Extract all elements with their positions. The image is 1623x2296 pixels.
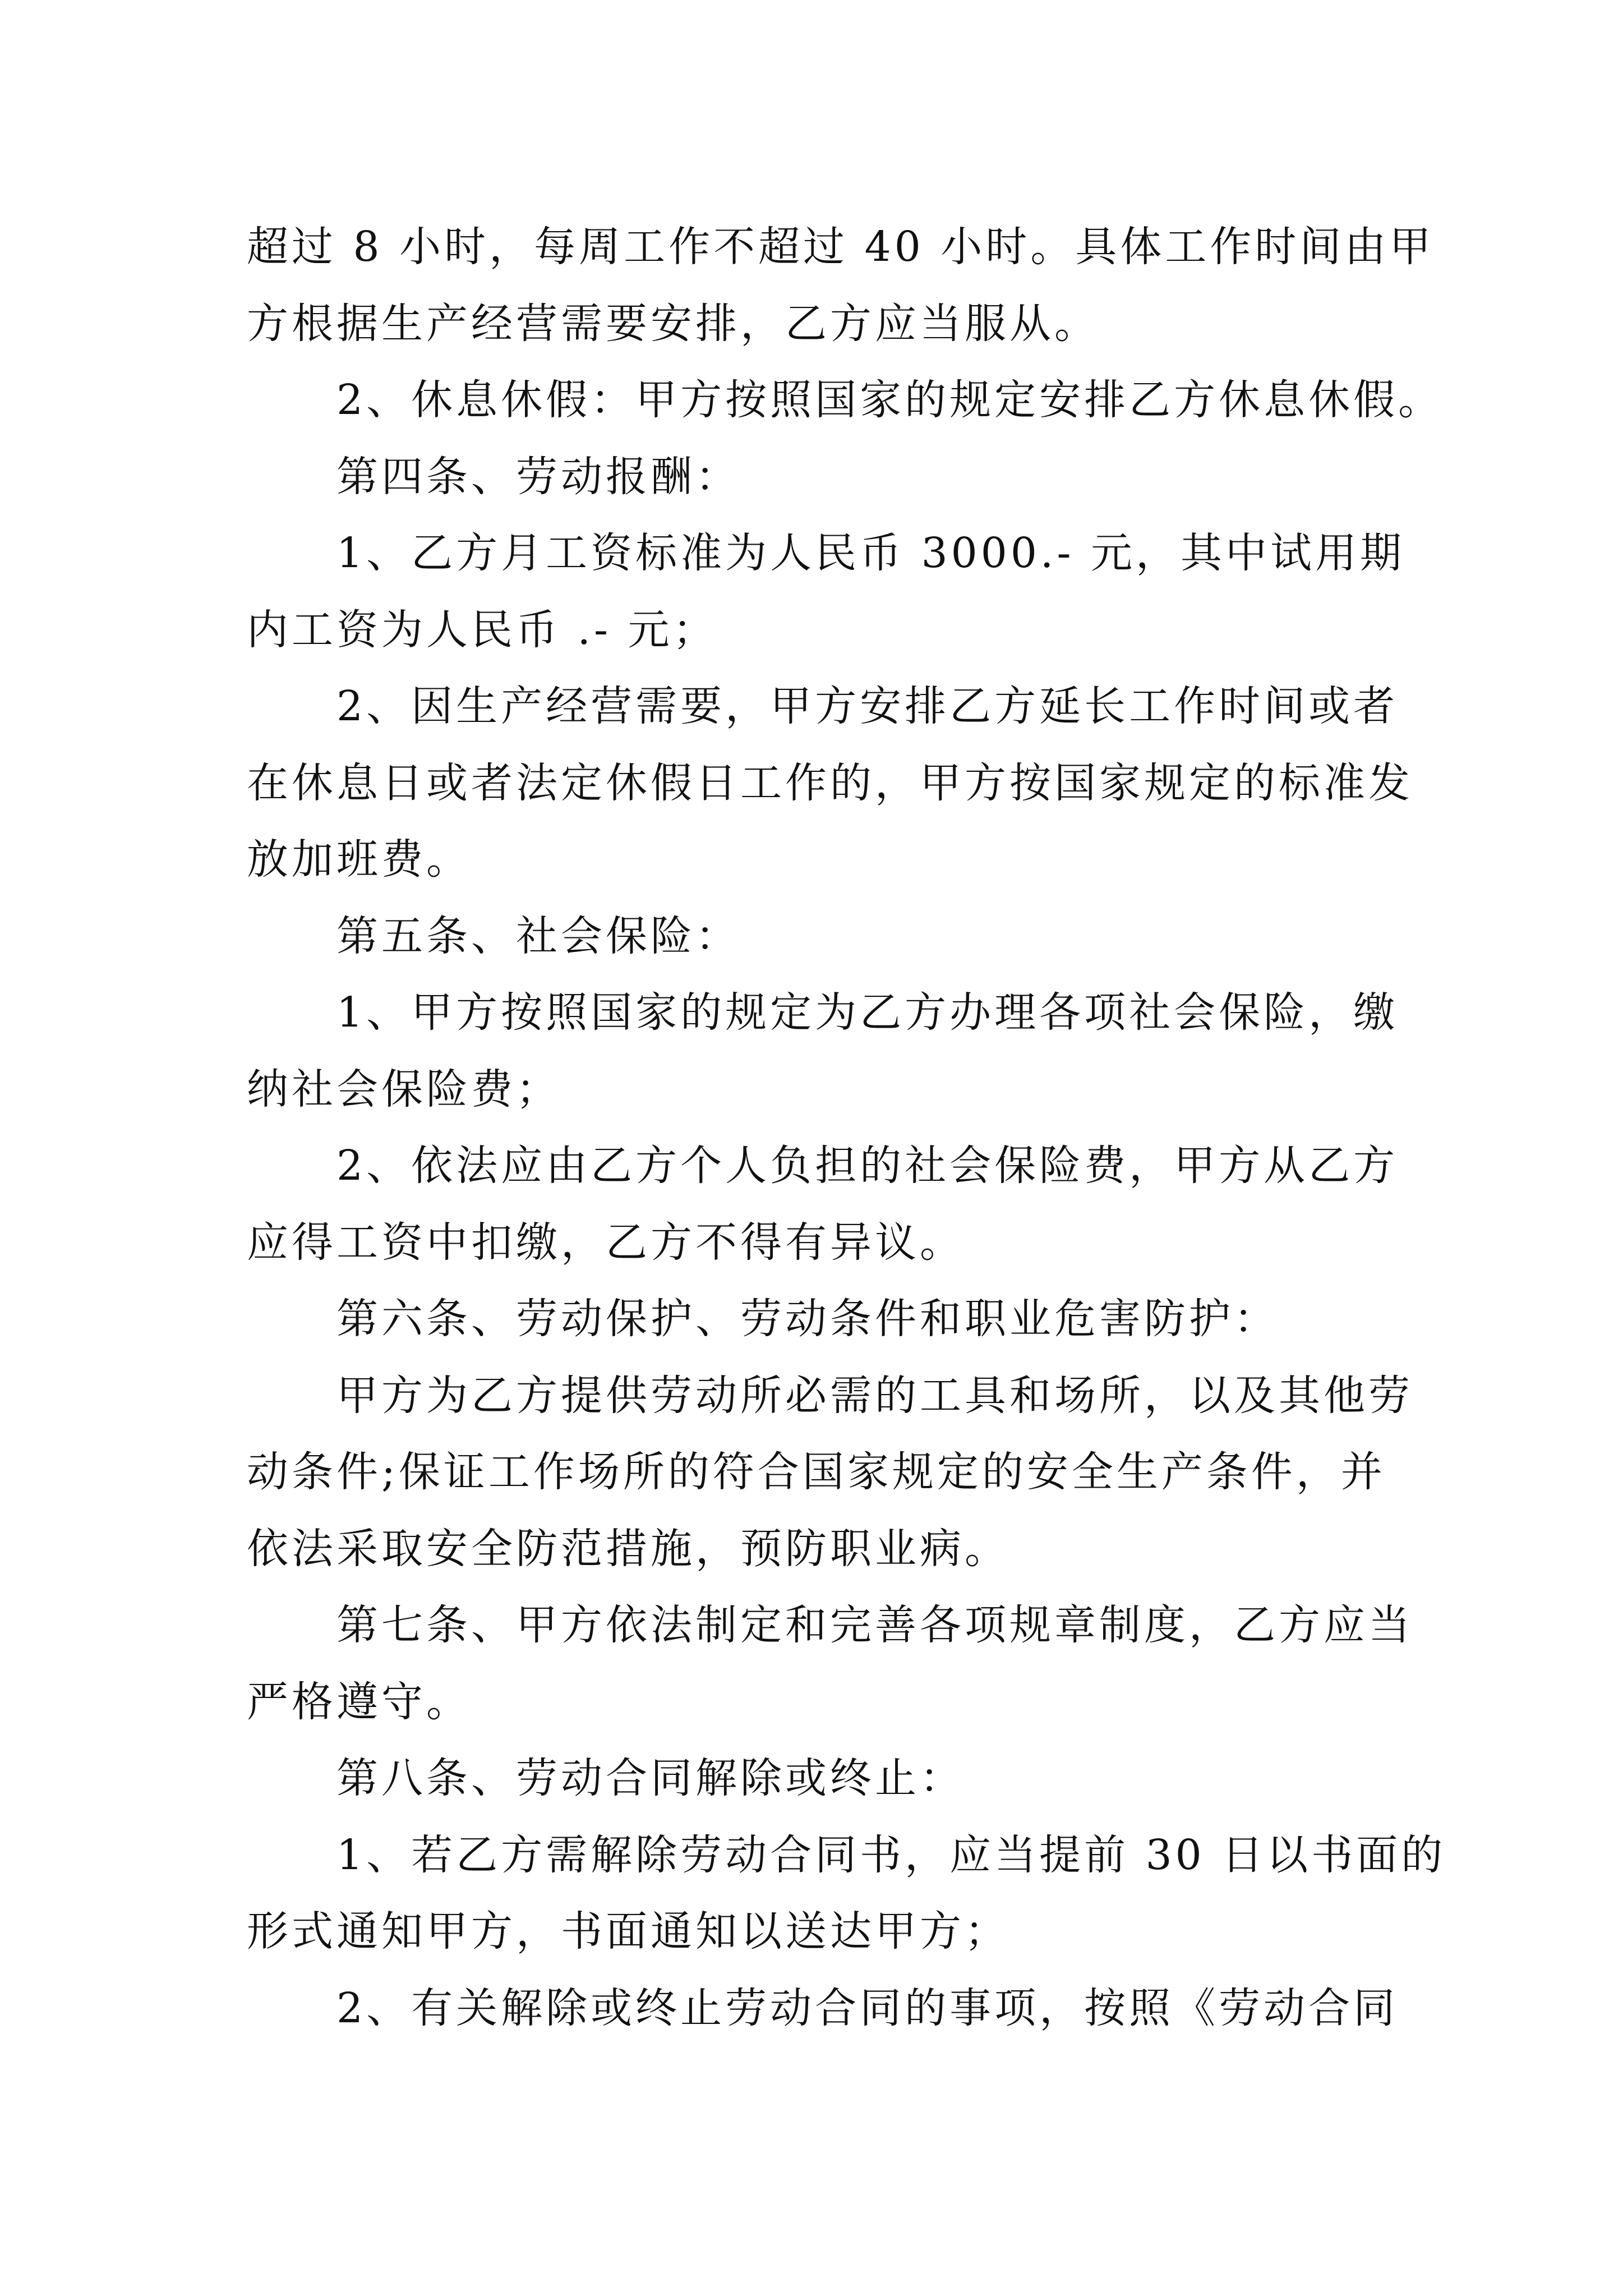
section-heading: 第五条、社会保险： — [336, 912, 740, 960]
text-line: 放加班费。 — [247, 835, 471, 884]
section-heading: 第四条、劳动报酬： — [336, 452, 740, 501]
text-line: 2、有关解除或终止劳动合同的事项，按照《劳动合同 — [336, 1984, 1399, 2032]
text-line: 方根据生产经营需要安排，乙方应当服从。 — [247, 299, 1099, 348]
text-line: 在休息日或者法定休假日工作的，甲方按国家规定的标准发 — [247, 758, 1413, 807]
text-line: 1、甲方按照国家的规定为乙方办理各项社会保险，缴 — [336, 988, 1399, 1037]
text-line: 超过 8 小时，每周工作不超过 40 小时。具体工作时间由甲 — [247, 223, 1435, 271]
text-line: 依法采取安全防范措施，预防职业病。 — [247, 1524, 1009, 1573]
text-line: 形式通知甲方，书面通知以送达甲方； — [247, 1907, 1009, 1955]
section-heading: 第七条、甲方依法制定和完善各项规章制度，乙方应当 — [336, 1601, 1413, 1649]
document-body — [247, 209, 1446, 2046]
text-line: 甲方为乙方提供劳动所必需的工具和场所，以及其他劳 — [336, 1371, 1413, 1420]
text-line: 内工资为人民币 .- 元； — [247, 605, 718, 654]
text-line: 1、乙方月工资标准为人民币 3000.- 元，其中试用期 — [336, 529, 1405, 577]
text-line: 应得工资中扣缴，乙方不得有异议。 — [247, 1218, 965, 1267]
text-line: 严格遵守。 — [247, 1677, 471, 1726]
text-line: 动条件;保证工作场所的符合国家规定的安全生产条件，并 — [247, 1448, 1386, 1496]
section-heading: 第八条、劳动合同解除或终止： — [336, 1754, 965, 1802]
text-line: 2、休息休假：甲方按照国家的规定安排乙方休息休假。 — [336, 376, 1444, 424]
text-line: 2、依法应由乙方个人负担的社会保险费，甲方从乙方 — [336, 1142, 1399, 1190]
section-heading: 第六条、劳动保护、劳动条件和职业危害防护： — [336, 1295, 1279, 1343]
text-line: 1、若乙方需解除劳动合同书，应当提前 30 日以书面的 — [336, 1830, 1446, 1879]
text-line: 2、因生产经营需要，甲方安排乙方延长工作时间或者 — [336, 682, 1399, 730]
text-line: 纳社会保险费； — [247, 1065, 561, 1114]
